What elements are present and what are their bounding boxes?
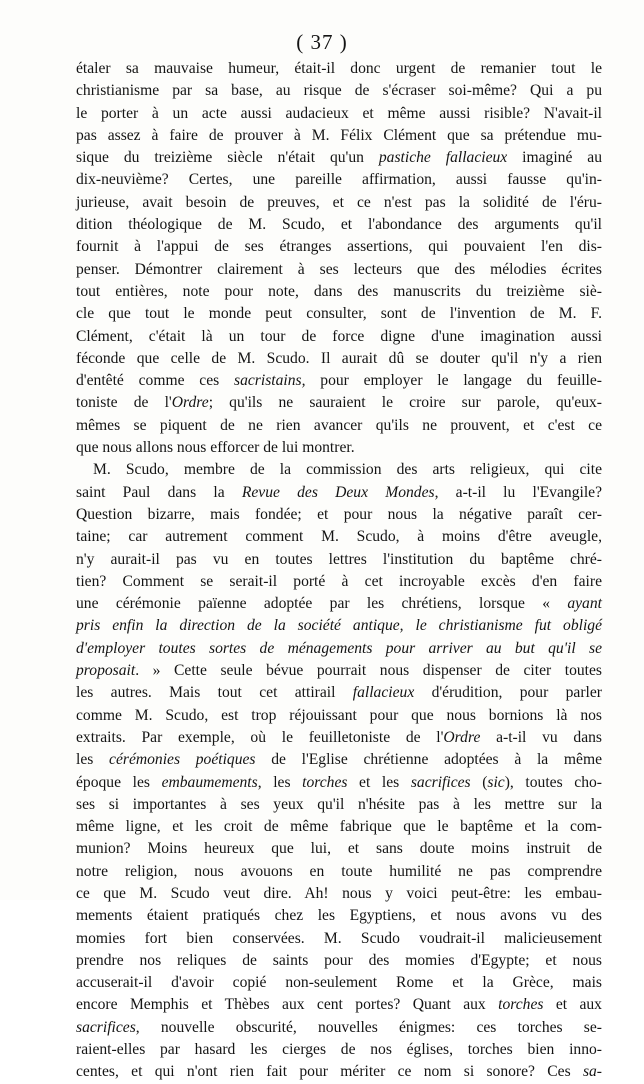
text-line (76, 994, 602, 1016)
text-segment: encore Memphis et Thèbes aux cent portes? Quant aux (76, 996, 499, 1014)
text-segment: centes, et qui n'ont rien fait pour mériter ce nom si sonore? Ces (76, 1063, 583, 1081)
text-line (76, 615, 602, 637)
text-line (76, 392, 602, 414)
text-line (76, 125, 602, 147)
text-segment: Question bizarre, mais fondée; et pour nous la négative paraît cer- (76, 505, 602, 523)
text-line (76, 415, 602, 437)
text-segment: saint Paul dans la (76, 483, 242, 501)
text-segment: fournit à l'appui de ses étranges assertions, qui pouvaient l'en dis- (76, 238, 602, 256)
text-segment: a-t-il vu dans (480, 728, 602, 746)
text-line (76, 660, 602, 682)
text-segment: mêmes se piquent de ne rien avancer qu'ils ne prouvent, et c'est ce (76, 416, 602, 434)
text-segment: les (76, 751, 110, 769)
italic-text: pastiche fallacieux (378, 149, 508, 167)
text-line (76, 504, 602, 526)
italic-text: torches (498, 996, 544, 1014)
text-line (76, 236, 602, 258)
text-segment: comme M. Scudo, est trop réjouissant pour que nous bornions là nos (76, 706, 602, 724)
text-line (76, 526, 602, 548)
italic-text: embaumements (161, 773, 258, 791)
text-segment: et aux (543, 996, 602, 1014)
text-segment: dition théologique de M. Scudo, et l'abondance des arguments qu'il (76, 216, 602, 234)
text-line (76, 303, 602, 325)
text-segment: une cérémonie païenne adoptée par les chrétiens, lorsque « (76, 595, 568, 613)
text-segment: toniste de l' (76, 394, 172, 412)
text-segment: et les (347, 773, 411, 791)
text-segment: étaler sa mauvaise humeur, était-il donc urgent de remanier tout le (76, 60, 602, 77)
text-segment: ( (470, 773, 488, 791)
italic-text: Ordre (171, 394, 209, 412)
text-segment: époque les (76, 773, 162, 791)
text-line (76, 259, 602, 281)
italic-text: Revue des Deux Mondes (241, 483, 435, 501)
text-segment: prendre nos reliques de saints pour des momies d'Egypte; et nous (76, 951, 602, 969)
text-segment: . » Cette seule bévue pourrait nous dispenser de citer toutes (135, 662, 602, 680)
text-line (76, 370, 602, 392)
text-line (76, 348, 602, 370)
italic-text: sic (487, 773, 505, 791)
italic-text: proposait (76, 662, 136, 680)
text-segment: sique du treizième siècle n'était qu'un (76, 149, 379, 167)
italic-text: Ordre (443, 728, 481, 746)
italic-text: sacrifices (76, 1018, 136, 1036)
text-segment: momies fort bien conservées. M. Scudo voudrait-il malicieusement (76, 929, 602, 947)
text-segment: les autres. Mais tout cet attirail (76, 684, 353, 702)
text-segment: n'y aurait-il pas vu en toutes lettres l'institution du baptême chré- (76, 550, 602, 568)
text-line (76, 638, 602, 660)
text-line (76, 593, 602, 615)
text-segment: féconde que celle de M. Scudo. Il aurait dû se douter qu'il n'y a rien (76, 349, 602, 367)
text-segment: imaginé au (507, 149, 602, 167)
text-line (76, 682, 602, 704)
text-line (76, 459, 602, 481)
text-line (76, 928, 602, 950)
text-segment: jurieuse, avait besoin de preuves, et ce n'est pas la solidité de l'éru- (76, 193, 602, 211)
text-segment: , nouvelle obscurité, nouvelles énigmes: ces torches se- (135, 1018, 602, 1036)
text-segment: cle que tout le monde peut consulter, sont de l'invention de M. F. (76, 305, 602, 323)
text-segment: même ligne, et les croit de même fabrique que le baptême et la com- (76, 818, 602, 836)
text-segment: le porter à un acte aussi audacieux et même aussi risible? N'avait-il (76, 104, 602, 122)
text-segment: d'entêté comme ces (76, 372, 234, 390)
text-segment: extraits. Par exemple, où le feuilletoniste de l' (76, 728, 444, 746)
text-segment: pas assez à faire de prouver à M. Félix Clément que sa prétendue mu- (76, 126, 602, 144)
text-line (76, 571, 602, 593)
text-segment: pour employer le langage du feuille- (305, 372, 603, 390)
text-line (76, 169, 602, 191)
text-segment: ce que M. Scudo veut dire. Ah! nous y voici peut-être: les embau- (76, 884, 602, 902)
italic-text: ayant (567, 595, 602, 613)
text-segment: raient-elles par hasard les cierges de nos églises, torches bien inno- (76, 1041, 602, 1059)
text-segment: taine; car autrement comment M. Scudo, à moins d'être aveugle, (76, 528, 602, 546)
text-line (76, 838, 602, 860)
text-line (76, 80, 602, 102)
text-segment: , les (257, 773, 303, 791)
text-segment: Clément, c'était là un tour de force digne d'une imagination aussi (76, 327, 602, 345)
text-segment: christianisme par sa base, au risque de s'écraser soi-même? Qui a pu (76, 82, 602, 100)
text-line (76, 749, 602, 771)
text-line (76, 549, 602, 571)
text-segment: de l'Eglise chrétienne adoptées à la même (255, 751, 602, 769)
text-segment: M. Scudo, membre de la commission des arts religieux, qui cite (93, 461, 602, 479)
text-line (76, 794, 602, 816)
text-segment: mements étaient pratiqués chez les Egyptiens, et nous avons vu des (76, 907, 602, 925)
text-line (76, 883, 602, 905)
text-line (76, 861, 602, 883)
italic-text: pris enfin la direction de la société antique, le christianisme fut obligé (76, 617, 602, 635)
text-line (76, 905, 602, 927)
text-line (76, 727, 602, 749)
italic-text: cérémonies poétiques (109, 751, 256, 769)
text-segment: d'érudition, pour parler (414, 684, 602, 702)
page-number: ( 37 ) (296, 30, 348, 54)
text-line (76, 214, 602, 236)
text-line (76, 1017, 602, 1039)
text-line (76, 326, 602, 348)
text-segment: ses si importantes à ses yeux qu'il n'hésite pas à les mettre sur la (76, 795, 602, 813)
text-line (76, 772, 602, 794)
text-line (76, 147, 602, 169)
text-line (76, 103, 602, 125)
text-segment: accuserait-il d'avoir copié non-seulement Rome et la Grèce, mais (76, 974, 602, 992)
text-line (76, 437, 602, 459)
text-line (76, 192, 602, 214)
text-line (76, 281, 602, 303)
text-segment: dix-neuvième? Certes, une pareille affirmation, aussi fausse qu'in- (76, 171, 602, 189)
text-segment: notre religion, nous avouons en toute humilité ne pas comprendre (76, 862, 602, 880)
body-text (76, 58, 602, 1084)
text-segment: tien? Comment se serait-il porté à cet incroyable excès d'en faire (76, 572, 602, 590)
text-line (76, 816, 602, 838)
italic-text: sacrifices (410, 773, 471, 791)
text-line (76, 950, 602, 972)
italic-text: d'employer toutes sortes de ménagements pour arriver au but qu'il se (76, 639, 602, 657)
text-segment: munion? Moins heureux que lui, et sans doute moins instruit de (76, 840, 602, 858)
text-segment: penser. Démontrer clairement à ses lecteurs que des mélodies écrites (76, 260, 602, 278)
text-segment: ; qu'ils ne sauraient le croire sur parole, qu'eux- (208, 394, 602, 412)
italic-text: torches (302, 773, 348, 791)
text-line (76, 58, 602, 80)
text-line (76, 482, 602, 504)
text-segment: ), toutes cho- (504, 773, 602, 791)
text-segment: tout entières, note pour note, dans des manuscrits du treizième siè- (76, 282, 602, 300)
italic-text: sacristains, (234, 372, 306, 390)
text-line (76, 972, 602, 994)
text-segment: , a-t-il lu l'Evangile? (434, 483, 603, 501)
text-segment: que nous allons nous efforcer de lui montrer. (76, 439, 355, 457)
text-line (76, 705, 602, 727)
text-line (76, 1039, 602, 1061)
italic-text: sa- (582, 1063, 602, 1081)
italic-text: fallacieux (352, 684, 415, 702)
text-line (76, 1061, 602, 1083)
